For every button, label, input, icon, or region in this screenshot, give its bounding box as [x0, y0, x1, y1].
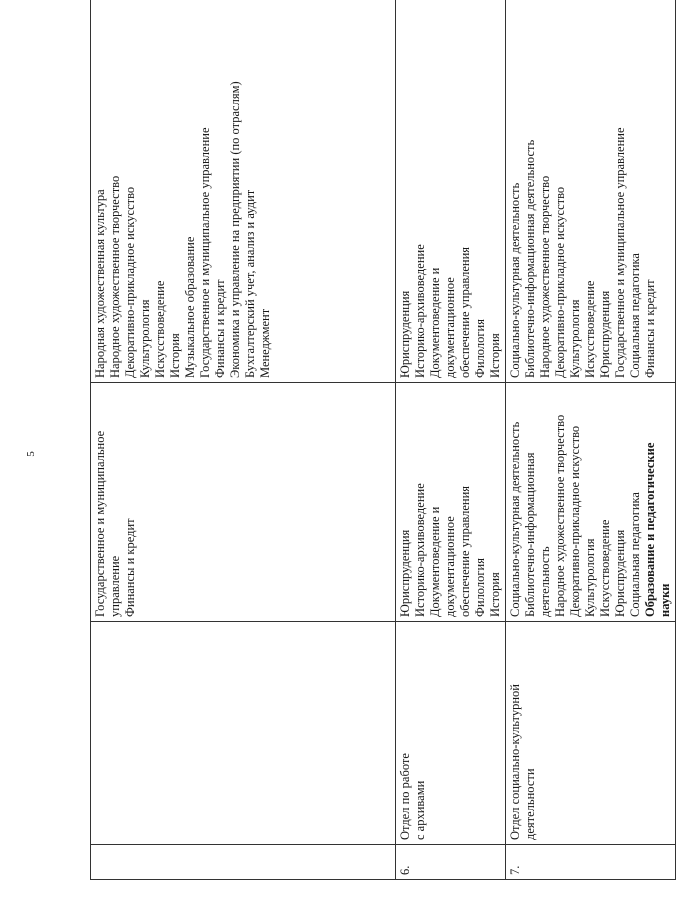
- specialty-line-bold: науки: [658, 583, 672, 617]
- specialty-line: Филология: [473, 558, 487, 617]
- specialty-line: История: [168, 333, 182, 378]
- specialty-line: Филология: [473, 319, 487, 378]
- specialty-line: Социальная педагогика: [628, 492, 642, 617]
- department-cell: [506, 622, 676, 845]
- specialty-line: Народная художественная культура: [93, 189, 107, 378]
- department-cell: [396, 622, 506, 845]
- department-line: Отдел социально-культурной: [508, 684, 522, 840]
- specialties-cell: [396, 383, 506, 622]
- specialty-line: Социально-культурная деятельность: [508, 421, 522, 617]
- row-number-cell: 7.: [506, 845, 676, 880]
- specialty-line: Культурология: [138, 299, 152, 378]
- table-row: [506, 0, 676, 880]
- specialty-line: Бухгалтерский учет, анализ и аудит: [243, 189, 257, 378]
- specialty-line: История: [488, 333, 502, 378]
- specialty-line: Народное художественное творчество: [553, 414, 567, 617]
- row-number-cell: 6.: [396, 845, 506, 880]
- specialty-line: Декоративно-прикладное искусство: [568, 425, 582, 617]
- specialty-line: Юриспруденция: [598, 290, 612, 378]
- rotated-table-container: [90, 15, 672, 880]
- department-cell: [91, 622, 396, 845]
- specialty-line: деятельность: [538, 546, 552, 617]
- specialty-line: Финансы и кредит: [213, 279, 227, 378]
- specialty-line: управление: [108, 555, 122, 617]
- specialty-line: Социальная педагогика: [628, 253, 642, 378]
- specialty-line: документационное: [443, 277, 457, 378]
- department-line: Отдел по работе: [398, 753, 412, 840]
- specialty-line: Юриспруденция: [613, 529, 627, 617]
- specialty-line: Социально-культурная деятельность: [508, 182, 522, 378]
- row-number-cell: [91, 845, 396, 880]
- specialty-line: Народное художественное творчество: [538, 175, 552, 378]
- specialty-line: Финансы и кредит: [643, 279, 657, 378]
- specialty-line: Историко-архивоведение: [413, 483, 427, 617]
- specialties-cell: [91, 383, 396, 622]
- table-row: [91, 0, 396, 880]
- specialty-line: Народное художественное творчество: [108, 175, 122, 378]
- specialty-line: Экономика и управление на предприятии (по отраслям): [228, 81, 242, 378]
- specialty-line: Искусствоведение: [598, 519, 612, 617]
- specialty-line: Документоведение и: [428, 506, 442, 617]
- specialties-table: [90, 0, 676, 880]
- specialty-line: Культурология: [568, 299, 582, 378]
- specialty-line: обеспечение управления: [458, 246, 472, 378]
- specialty-line: Библиотечно-информационная: [523, 452, 537, 617]
- specialty-line: обеспечение управления: [458, 485, 472, 617]
- specialty-line: Историко-архивоведение: [413, 244, 427, 378]
- specialty-line: Государственное и муниципальное управление: [613, 127, 627, 378]
- specialties-cell: [506, 383, 676, 622]
- specialty-line: документационное: [443, 516, 457, 617]
- specialty-line: Документоведение и: [428, 267, 442, 378]
- specialty-line: Декоративно-прикладное искусство: [553, 186, 567, 378]
- specialty-line: Государственное и муниципальное управление: [198, 127, 212, 378]
- specialties-extended-cell: [91, 0, 396, 383]
- specialty-line: Государственное и муниципальное: [93, 430, 107, 617]
- specialty-line: Библиотечно-информационная деятельность: [523, 139, 537, 378]
- specialty-line: Искусствоведение: [153, 280, 167, 378]
- specialties-extended-cell: [396, 0, 506, 383]
- page-number: 5: [24, 451, 37, 457]
- specialty-line-bold: Образование и педагогические: [643, 442, 657, 617]
- specialty-line: Музыкальное образование: [183, 236, 197, 378]
- department-line: деятельности: [523, 768, 537, 840]
- specialty-line: Искусствоведение: [583, 280, 597, 378]
- specialty-line: Юриспруденция: [398, 529, 412, 617]
- specialties-extended-cell: [506, 0, 676, 383]
- specialty-line: История: [488, 572, 502, 617]
- department-line: с архивами: [413, 780, 427, 840]
- specialty-line: Декоративно-прикладное искусство: [123, 186, 137, 378]
- specialty-line: Финансы и кредит: [123, 518, 137, 617]
- table-row: [396, 0, 506, 880]
- specialty-line: Юриспруденция: [398, 290, 412, 378]
- specialty-line: Менеджмент: [258, 308, 272, 378]
- specialty-line: Культурология: [583, 538, 597, 617]
